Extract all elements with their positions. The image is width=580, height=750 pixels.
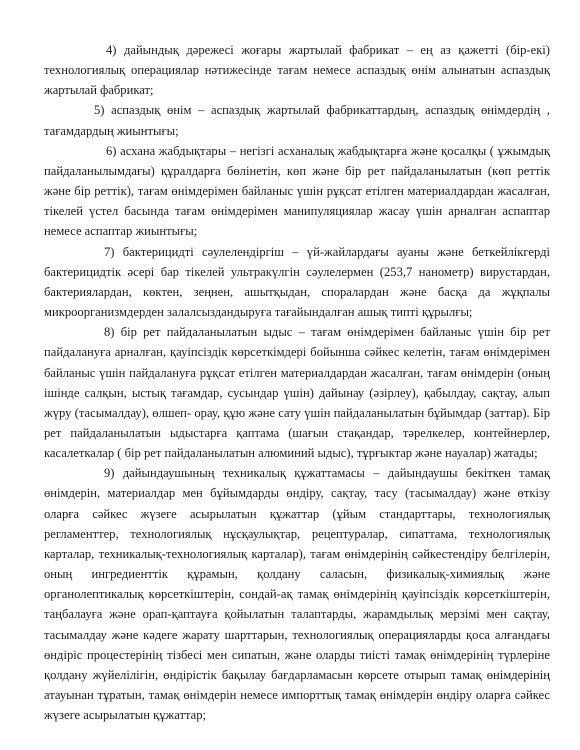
paragraph-item-9: 9) дайындаушының техникалық құжаттамасы – дайындаушы бекіткен тамақ өнімдерін, материалдар мен бұйымдарды өндіру, сақтау, тасу (тасымалдау) және өткізу оларға сәйкес жүзеге асырылатын құжаттар (ұйым стандарттары, технологиялық регламенттер, технологиялық нұсқаулықтар, рецептуралар, сипаттама, технологиялық карталар, техникалық-технологиялық карталар), тағам өнімдерінің сәйкестендіру белгілерін, оның ингредиенттік құрамын, қолдану саласын, физикалық-химиялық және органолептикалық көрсеткіштерін, сондай-ақ тамақ өнімдерінің қауіпсіздік көрсеткіштерін, таңбалауға және орап-қаптауға қойылатын талаптарды, жарамдылық мерзімі мен сақтау, тасымалдау және кәдеге жарату шарттарын, технологиялық операцияларды қоса алғандағы өндіріс процестерінің тізбесі мен сипатын, және оларды тиісті тамақ өнімдерінің түрлеріне қолдану жүйелілігін, өндірістік бақылау бағдарламасын көрсете отырып тамақ өнімдерінің атауынан тұратын, тамақ өнімдерін немесе импорттық тамақ өнімдерін өндіру оларға сәйкес жүзеге асырылатын құжаттар; — [44, 466, 550, 723]
paragraph-item-5: 5) аспаздық өнім – аспаздық жартылай фабрикаттардың, аспаздық өнімдердің , тағамдардың жиынтығы; — [44, 103, 550, 138]
paragraph-item-7: 7) бактерицидті сәулелендіргіш – үй-жайлардағы ауаны және беткейлікгерді бактерицидтік әсері бар тікелей ультракүлгін сәулелермен (253,7 нанометр) вирустардан, бактериялардан, көктен, зеңнен, ашытқыдан, споралардан және басқа да жұқпалы микроорганизмдерден залалсыздандыруға тағайындалған ашық типті құрылғы; — [44, 244, 550, 320]
document-body — [44, 40, 550, 725]
paragraph-item-4: 4) дайындық дәрежесі жоғары жартылай фабрикат – ең аз қажетті (бір-екі) технологиялық операциялар нәтижесінде тағам немесе аспаздық өнім алынатын аспаздық жартылай фабрикат; — [44, 43, 550, 98]
paragraph-item-8: 8) бір рет пайдаланылатын ыдыс – тағам өнімдерімен байланыс үшін бір рет пайдалануға арналған, қауіпсіздік көрсеткімдері бойынша сәйкес келетін, тағам өнімдерімен байланыс үшін пайдалануға рұқсат етілген материалдардан жасалған, тағам өнімдерін (оның ішінде салқын, ыстық тағамдар, сусындар үшін) дайынау (әзірлеу), қабылдау, сақтау, алып жүру (тасымалдау), өлшеп- орау, құю және сату үшін пайдаланылатын бұйымдар (заттар). Бір рет пайдаланылатын ыдыстарға қаптама (шағын стақандар, тәрелкелер, контейнерлер, касалеткалар ( бір рет пайдаланылатын алюминий ыдыс), тұрғыктар және науалар) жатады; — [44, 325, 550, 461]
paragraph-item-6: 6) асхана жабдықтары – негізгі асханалық жабдықтарға және қосалқы ( ұжымдық пайдаланылымдағы) құралдарға бөлінетін, көп және бір рет пайдаланылатын (көп реттік және бір реттік), тағам өнімдерімен байланыс үшін рұқсат етілген материалдардан жасалған, тікелей үстел басында тағам өнімдерімен манипуляциялар жасау үшін арналған аспаптар немесе аспаптар жиынтығы; — [44, 143, 550, 239]
